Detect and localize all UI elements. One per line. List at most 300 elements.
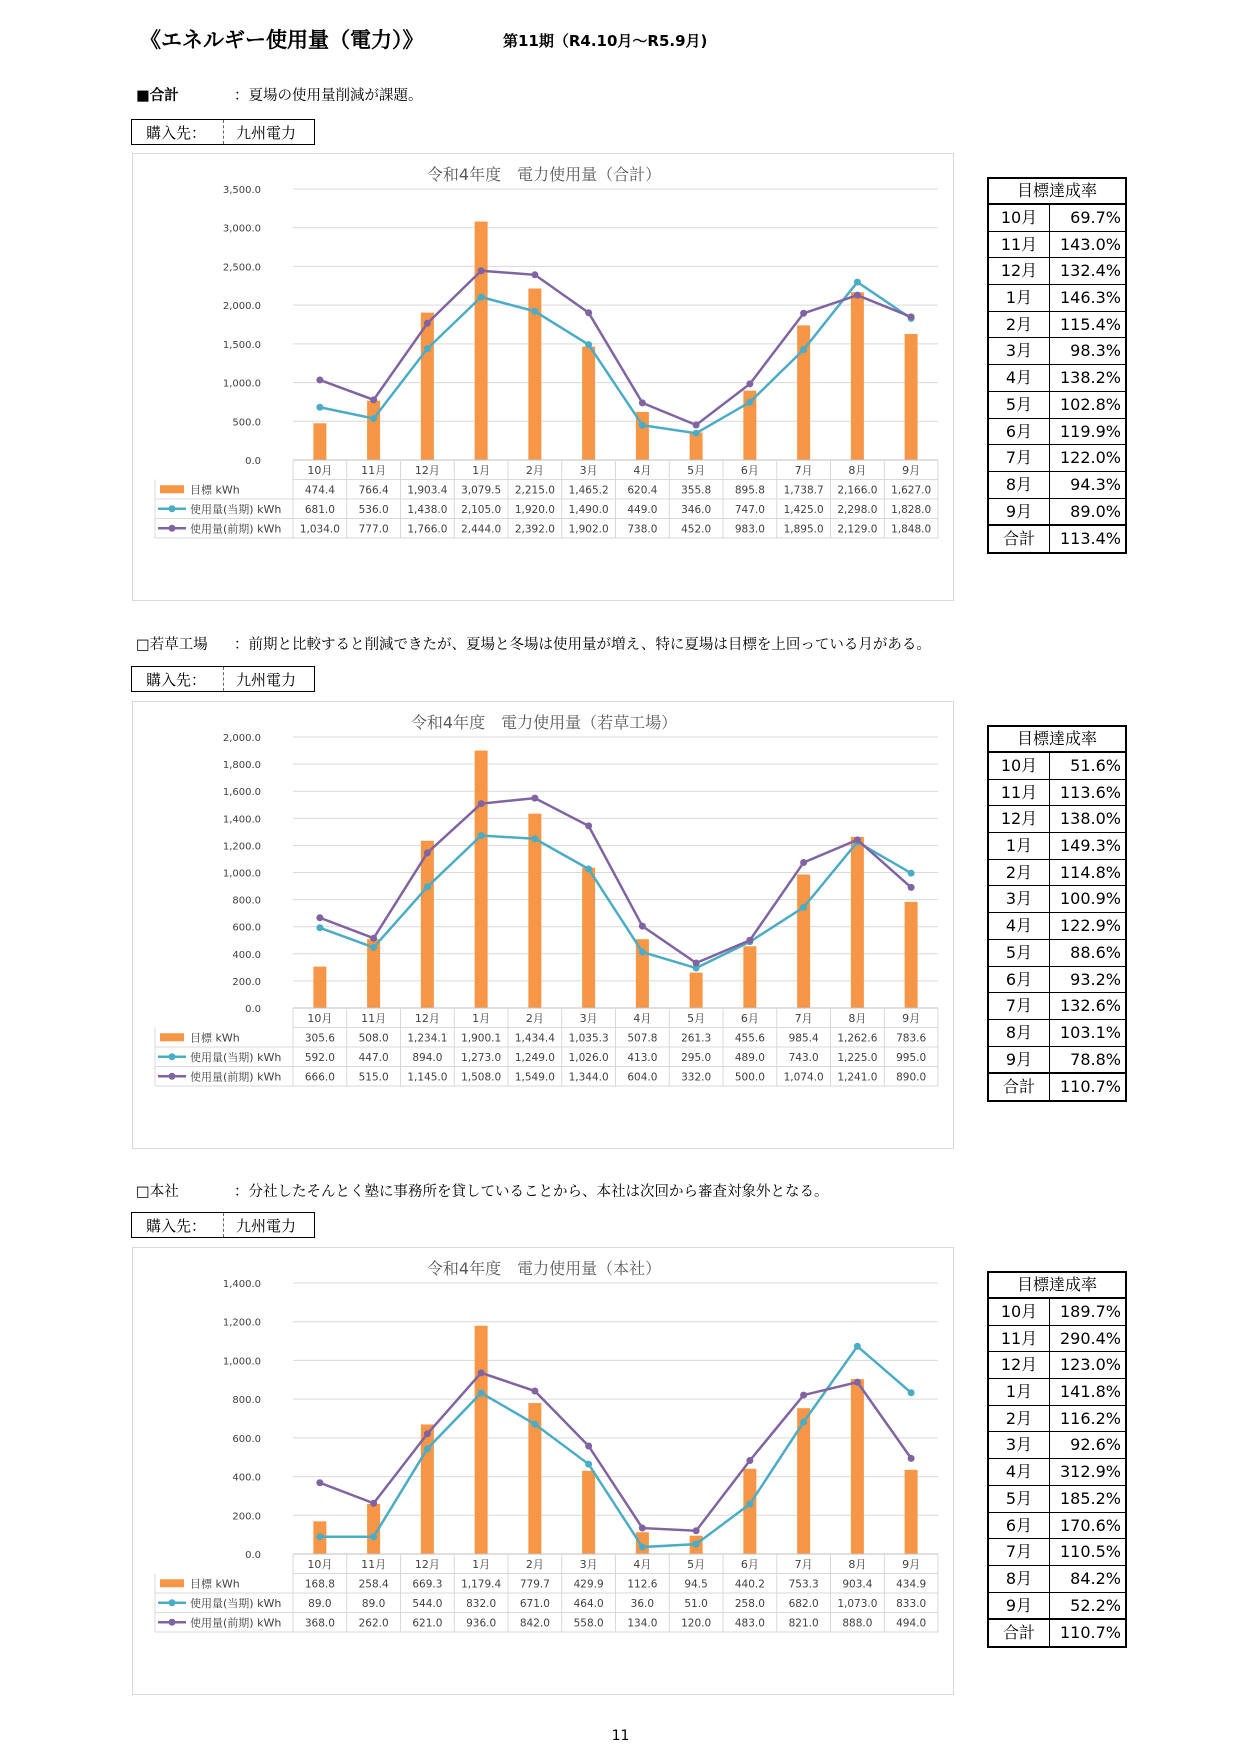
table-value: 261.3 bbox=[681, 1032, 712, 1045]
point-current bbox=[693, 1541, 700, 1548]
point-current bbox=[693, 430, 700, 437]
table-value: 489.0 bbox=[734, 1051, 765, 1064]
rate-row bbox=[989, 1299, 1125, 1326]
point-previous bbox=[316, 376, 323, 383]
x-category-label: 5月 bbox=[687, 464, 706, 477]
table-value: 452.0 bbox=[681, 523, 712, 536]
table-value: 258.0 bbox=[734, 1597, 765, 1610]
rate-value: 141.8% bbox=[1059, 1382, 1121, 1402]
rate-month: 2月 bbox=[989, 860, 1050, 886]
rate-row bbox=[989, 1566, 1125, 1593]
rate-row bbox=[989, 1020, 1125, 1047]
x-category-label: 10月 bbox=[307, 1012, 333, 1025]
rate-month: 1月 bbox=[989, 1379, 1050, 1405]
y-tick-label: 3,500.0 bbox=[222, 185, 261, 196]
table-value: 494.0 bbox=[896, 1617, 927, 1630]
bar-target bbox=[743, 1469, 756, 1554]
rate-header: 目標達成率 bbox=[989, 179, 1125, 205]
rate-row bbox=[989, 993, 1125, 1020]
y-tick-label: 800.0 bbox=[232, 1395, 261, 1407]
rate-value: 116.2% bbox=[1059, 1408, 1121, 1428]
bar-target bbox=[582, 347, 595, 460]
point-current bbox=[908, 1389, 915, 1396]
point-previous bbox=[854, 1379, 861, 1386]
supplier-value: 九州電力 bbox=[236, 1217, 297, 1235]
rate-month: 8月 bbox=[989, 1020, 1050, 1046]
point-previous bbox=[370, 1500, 377, 1507]
table-value: 134.0 bbox=[627, 1617, 658, 1630]
x-category-label: 6月 bbox=[740, 1012, 759, 1025]
x-category-label: 2月 bbox=[525, 1558, 544, 1571]
table-value: 346.0 bbox=[681, 503, 712, 516]
table-value: 449.0 bbox=[627, 503, 658, 516]
x-category-label: 11月 bbox=[361, 464, 387, 477]
rate-table bbox=[987, 177, 1127, 554]
rate-row bbox=[989, 1379, 1125, 1406]
period-label: 第11期（R4.10月～R5.9月) bbox=[503, 32, 708, 50]
table-value: 455.6 bbox=[734, 1032, 765, 1045]
bar-target bbox=[313, 967, 326, 1008]
rate-month: 10月 bbox=[989, 753, 1050, 779]
x-category-label: 1月 bbox=[472, 464, 491, 477]
bar-target bbox=[905, 334, 918, 460]
rate-value: 103.1% bbox=[1059, 1022, 1121, 1042]
point-previous bbox=[639, 923, 646, 930]
table-value: 295.0 bbox=[681, 1051, 712, 1064]
point-current bbox=[316, 404, 323, 411]
y-tick-label: 500.0 bbox=[232, 417, 261, 429]
legend-key-marker bbox=[169, 505, 176, 512]
x-category-label: 5月 bbox=[687, 1558, 706, 1571]
table-value: 500.0 bbox=[734, 1071, 765, 1084]
rate-row bbox=[989, 392, 1125, 419]
table-value: 429.9 bbox=[573, 1578, 604, 1591]
rate-row bbox=[989, 1593, 1125, 1620]
table-value: 620.4 bbox=[627, 484, 658, 497]
point-previous bbox=[693, 422, 700, 429]
bar-target bbox=[905, 1470, 918, 1554]
point-previous bbox=[746, 1457, 753, 1464]
rate-row bbox=[989, 338, 1125, 365]
table-value: 936.0 bbox=[466, 1617, 497, 1630]
y-tick-label: 600.0 bbox=[232, 922, 261, 934]
legend-label: 目標 kWh bbox=[190, 1577, 240, 1591]
rate-value: 52.2% bbox=[1070, 1595, 1121, 1615]
y-tick-label: 200.0 bbox=[232, 1511, 261, 1523]
table-value: 1,425.0 bbox=[783, 503, 824, 516]
y-tick-label: 1,400.0 bbox=[222, 1279, 261, 1290]
rate-row bbox=[989, 525, 1125, 552]
rate-month: 1月 bbox=[989, 833, 1050, 859]
table-value: 515.0 bbox=[358, 1071, 389, 1084]
rate-row bbox=[989, 1352, 1125, 1379]
supplier-box bbox=[131, 119, 315, 145]
table-value: 1,900.1 bbox=[461, 1032, 502, 1045]
table-value: 440.2 bbox=[734, 1578, 765, 1591]
rate-month: 5月 bbox=[989, 392, 1050, 418]
bar-target bbox=[475, 751, 488, 1008]
x-category-label: 9月 bbox=[902, 464, 921, 477]
chart-honsha bbox=[132, 1247, 954, 1695]
rate-value: 113.6% bbox=[1059, 782, 1121, 802]
rate-row bbox=[989, 445, 1125, 472]
table-value: 1,903.4 bbox=[407, 484, 448, 497]
table-value: 1,627.0 bbox=[891, 484, 932, 497]
rate-value: 102.8% bbox=[1059, 394, 1121, 414]
point-current bbox=[854, 279, 861, 286]
point-current bbox=[478, 832, 485, 839]
rate-value: 290.4% bbox=[1059, 1328, 1121, 1348]
legend-key-target bbox=[160, 1033, 184, 1041]
rate-value: 138.2% bbox=[1059, 368, 1121, 388]
table-value: 842.0 bbox=[519, 1617, 550, 1630]
x-category-label: 8月 bbox=[848, 464, 867, 477]
table-value: 1,074.0 bbox=[783, 1071, 824, 1084]
section-comment: ：前期と比較すると削減できたが、夏場と冬場は使用量が増え、特に夏場は目標を上回っている月がある。 bbox=[234, 637, 931, 653]
point-current bbox=[585, 1461, 592, 1468]
table-value: 833.0 bbox=[896, 1597, 927, 1610]
table-value: 682.0 bbox=[788, 1597, 819, 1610]
table-value: 1,434.4 bbox=[514, 1032, 555, 1045]
bar-target bbox=[851, 292, 864, 460]
rate-value: 122.0% bbox=[1059, 448, 1121, 468]
x-category-label: 10月 bbox=[307, 1558, 333, 1571]
table-value: 2,105.0 bbox=[461, 503, 502, 516]
point-previous bbox=[908, 313, 915, 320]
table-value: 355.8 bbox=[681, 484, 712, 497]
point-current bbox=[854, 1343, 861, 1350]
table-value: 666.0 bbox=[304, 1071, 335, 1084]
supplier-label: 購入先： bbox=[132, 667, 224, 691]
y-tick-label: 2,000.0 bbox=[222, 301, 261, 313]
table-value: 985.4 bbox=[788, 1032, 819, 1045]
x-category-label: 12月 bbox=[414, 1012, 440, 1025]
x-category-label: 1月 bbox=[472, 1558, 491, 1571]
table-value: 903.4 bbox=[842, 1578, 873, 1591]
table-value: 413.0 bbox=[627, 1051, 658, 1064]
point-previous bbox=[800, 1392, 807, 1399]
table-value: 112.6 bbox=[627, 1578, 658, 1591]
bar-target bbox=[367, 401, 380, 460]
legend-label: 使用量(当期) kWh bbox=[190, 1596, 282, 1610]
table-value: 305.6 bbox=[304, 1032, 335, 1045]
table-value: 1,262.6 bbox=[837, 1032, 878, 1045]
rate-row bbox=[989, 780, 1125, 807]
x-category-label: 5月 bbox=[687, 1012, 706, 1025]
rate-row bbox=[989, 940, 1125, 967]
y-tick-label: 2,000.0 bbox=[222, 733, 261, 744]
point-current bbox=[316, 1533, 323, 1540]
line-current bbox=[320, 1346, 911, 1547]
table-value: 777.0 bbox=[358, 523, 389, 536]
rate-value: 123.0% bbox=[1059, 1355, 1121, 1375]
point-current bbox=[424, 883, 431, 890]
bar-target bbox=[690, 973, 703, 1008]
rate-month: 11月 bbox=[989, 1326, 1050, 1352]
rate-value: 149.3% bbox=[1059, 836, 1121, 856]
rate-month: 12月 bbox=[989, 1352, 1050, 1378]
rate-month: 2月 bbox=[989, 312, 1050, 338]
point-previous bbox=[478, 1369, 485, 1376]
rate-value: 78.8% bbox=[1070, 1049, 1121, 1069]
point-previous bbox=[585, 822, 592, 829]
rate-value: 113.4% bbox=[1059, 529, 1121, 549]
supplier-label: 購入先： bbox=[132, 1213, 224, 1237]
table-value: 2,215.0 bbox=[514, 484, 555, 497]
point-current bbox=[908, 870, 915, 877]
point-previous bbox=[478, 800, 485, 807]
bar-target bbox=[743, 946, 756, 1008]
rate-month: 6月 bbox=[989, 967, 1050, 993]
line-previous bbox=[320, 271, 911, 425]
y-tick-label: 3,000.0 bbox=[222, 223, 261, 235]
rate-table bbox=[987, 1271, 1127, 1648]
y-tick-label: 1,200.0 bbox=[222, 841, 261, 853]
point-current bbox=[478, 294, 485, 301]
table-value: 1,438.0 bbox=[407, 503, 448, 516]
rate-row bbox=[989, 258, 1125, 285]
rate-row bbox=[989, 886, 1125, 913]
table-value: 434.9 bbox=[896, 1578, 927, 1591]
table-value: 1,225.0 bbox=[837, 1051, 878, 1064]
rate-row bbox=[989, 1432, 1125, 1459]
chart-total bbox=[132, 153, 954, 601]
legend-key-marker bbox=[169, 1053, 176, 1060]
bar-target bbox=[475, 222, 488, 460]
table-value: 783.6 bbox=[896, 1032, 927, 1045]
table-value: 1,145.0 bbox=[407, 1071, 448, 1084]
x-category-label: 4月 bbox=[633, 1558, 652, 1571]
chart-svg bbox=[133, 154, 955, 602]
point-previous bbox=[746, 380, 753, 387]
table-value: 168.8 bbox=[304, 1578, 335, 1591]
y-tick-label: 2,500.0 bbox=[222, 262, 261, 274]
rate-value: 189.7% bbox=[1059, 1302, 1121, 1321]
section-heading bbox=[136, 633, 931, 654]
rate-row bbox=[989, 285, 1125, 312]
table-value: 832.0 bbox=[466, 1597, 497, 1610]
y-tick-label: 0.0 bbox=[245, 456, 261, 467]
page-title: 《エネルギー使用量（電力）》 bbox=[140, 28, 424, 52]
rate-row bbox=[989, 1326, 1125, 1353]
rate-month: 11月 bbox=[989, 780, 1050, 806]
point-previous bbox=[908, 1455, 915, 1462]
table-value: 558.0 bbox=[573, 1617, 604, 1630]
point-previous bbox=[585, 1442, 592, 1449]
x-category-label: 2月 bbox=[525, 464, 544, 477]
table-value: 447.0 bbox=[358, 1051, 389, 1064]
point-current bbox=[370, 1533, 377, 1540]
section-heading bbox=[136, 84, 423, 105]
table-value: 1,549.0 bbox=[514, 1071, 555, 1084]
rate-row bbox=[989, 913, 1125, 940]
table-value: 2,444.0 bbox=[461, 523, 502, 536]
table-value: 1,508.0 bbox=[461, 1071, 502, 1084]
bar-target bbox=[636, 1532, 649, 1554]
point-previous bbox=[908, 884, 915, 891]
point-previous bbox=[854, 292, 861, 299]
point-previous bbox=[370, 396, 377, 403]
rate-table bbox=[987, 725, 1127, 1102]
bar-target bbox=[851, 1379, 864, 1554]
rate-value: 94.3% bbox=[1070, 474, 1121, 494]
rate-value: 69.7% bbox=[1070, 208, 1121, 227]
rate-value: 89.0% bbox=[1070, 501, 1121, 521]
table-value: 368.0 bbox=[304, 1617, 335, 1630]
x-category-label: 3月 bbox=[579, 1012, 598, 1025]
x-category-label: 6月 bbox=[740, 1558, 759, 1571]
y-tick-label: 1,400.0 bbox=[222, 814, 261, 826]
x-category-label: 8月 bbox=[848, 1558, 867, 1571]
section-title: ■合計 bbox=[136, 88, 179, 104]
table-value: 743.0 bbox=[788, 1051, 819, 1064]
x-category-label: 6月 bbox=[740, 464, 759, 477]
rate-row bbox=[989, 472, 1125, 499]
table-value: 508.0 bbox=[358, 1032, 389, 1045]
point-previous bbox=[854, 836, 861, 843]
y-tick-label: 0.0 bbox=[245, 1550, 261, 1561]
rate-row bbox=[989, 1073, 1125, 1100]
rate-value: 138.0% bbox=[1059, 809, 1121, 829]
rate-row bbox=[989, 753, 1125, 780]
x-category-label: 12月 bbox=[414, 1558, 440, 1571]
rate-value: 132.6% bbox=[1059, 996, 1121, 1016]
x-category-label: 8月 bbox=[848, 1012, 867, 1025]
table-value: 3,079.5 bbox=[461, 484, 502, 497]
rate-row bbox=[989, 1539, 1125, 1566]
legend-label: 使用量(前期) kWh bbox=[190, 1070, 282, 1084]
table-value: 671.0 bbox=[519, 1597, 550, 1610]
rate-month: 2月 bbox=[989, 1406, 1050, 1432]
table-value: 890.0 bbox=[896, 1071, 927, 1084]
table-value: 592.0 bbox=[304, 1051, 335, 1064]
rate-value: 84.2% bbox=[1070, 1568, 1121, 1588]
rate-value: 132.4% bbox=[1059, 261, 1121, 281]
rate-month: 1月 bbox=[989, 285, 1050, 311]
table-value: 1,902.0 bbox=[568, 523, 609, 536]
y-tick-label: 0.0 bbox=[245, 1004, 261, 1015]
chart-wakakusa bbox=[132, 701, 954, 1149]
table-value: 464.0 bbox=[573, 1597, 604, 1610]
rate-month: 3月 bbox=[989, 886, 1050, 912]
table-value: 1,234.1 bbox=[407, 1032, 448, 1045]
x-category-label: 11月 bbox=[361, 1558, 387, 1571]
x-category-label: 4月 bbox=[633, 464, 652, 477]
table-value: 1,179.4 bbox=[461, 1578, 502, 1591]
table-value: 1,249.0 bbox=[514, 1051, 555, 1064]
page-number: 11 bbox=[611, 1728, 630, 1744]
table-value: 604.0 bbox=[627, 1071, 658, 1084]
x-category-label: 1月 bbox=[472, 1012, 491, 1025]
point-current bbox=[370, 944, 377, 951]
rate-month: 7月 bbox=[989, 1539, 1050, 1565]
y-tick-label: 1,200.0 bbox=[222, 1317, 261, 1329]
x-category-label: 10月 bbox=[307, 464, 333, 477]
point-previous bbox=[746, 937, 753, 944]
table-value: 888.0 bbox=[842, 1617, 873, 1630]
y-tick-label: 600.0 bbox=[232, 1433, 261, 1445]
rate-row bbox=[989, 499, 1125, 526]
point-current bbox=[800, 904, 807, 911]
rate-value: 114.8% bbox=[1059, 862, 1121, 882]
rate-month: 5月 bbox=[989, 940, 1050, 966]
point-current bbox=[424, 1445, 431, 1452]
x-category-label: 11月 bbox=[361, 1012, 387, 1025]
rate-month: 3月 bbox=[989, 1432, 1050, 1458]
rate-row bbox=[989, 1047, 1125, 1074]
rate-value: 93.2% bbox=[1070, 969, 1121, 989]
rate-row bbox=[989, 312, 1125, 339]
point-previous bbox=[639, 399, 646, 406]
y-tick-label: 400.0 bbox=[232, 949, 261, 961]
section-comment: ：分社したそんとく塾に事務所を貸していることから、本社は次回から審査対象外となる。 bbox=[234, 1184, 829, 1200]
rate-value: 98.3% bbox=[1070, 341, 1121, 361]
rate-value: 110.7% bbox=[1059, 1077, 1121, 1097]
point-previous bbox=[531, 271, 538, 278]
y-tick-label: 1,800.0 bbox=[222, 760, 261, 772]
table-value: 262.0 bbox=[358, 1617, 389, 1630]
table-value: 89.0 bbox=[361, 1597, 386, 1610]
table-value: 1,273.0 bbox=[461, 1051, 502, 1064]
chart-title: 令和4年度 電力使用量（本社） bbox=[426, 1259, 662, 1278]
point-previous bbox=[424, 320, 431, 327]
rate-month: 5月 bbox=[989, 1486, 1050, 1512]
table-value: 821.0 bbox=[788, 1617, 819, 1630]
rate-value: 88.6% bbox=[1070, 942, 1121, 962]
table-value: 2,392.0 bbox=[514, 523, 555, 536]
x-category-label: 9月 bbox=[902, 1558, 921, 1571]
table-value: 258.4 bbox=[358, 1578, 389, 1591]
y-tick-label: 1,600.0 bbox=[222, 787, 261, 799]
section-heading bbox=[136, 1180, 829, 1201]
table-value: 1,034.0 bbox=[299, 523, 340, 536]
x-category-label: 7月 bbox=[794, 1558, 813, 1571]
table-value: 894.0 bbox=[412, 1051, 443, 1064]
rate-month: 4月 bbox=[989, 913, 1050, 939]
rate-month: 合計 bbox=[989, 526, 1050, 552]
bar-target bbox=[421, 841, 434, 1008]
point-current bbox=[639, 422, 646, 429]
legend-label: 使用量(当期) kWh bbox=[190, 1050, 282, 1064]
chart-title: 令和4年度 電力使用量（若草工場） bbox=[410, 713, 678, 732]
legend-label: 目標 kWh bbox=[190, 483, 240, 497]
rate-row bbox=[989, 232, 1125, 259]
table-value: 2,129.0 bbox=[837, 523, 878, 536]
table-value: 1,241.0 bbox=[837, 1071, 878, 1084]
point-previous bbox=[316, 1479, 323, 1486]
rate-month: 10月 bbox=[989, 205, 1050, 231]
table-value: 544.0 bbox=[412, 1597, 443, 1610]
table-value: 983.0 bbox=[734, 523, 765, 536]
chart-title: 令和4年度 電力使用量（合計） bbox=[426, 165, 662, 184]
point-current bbox=[639, 1544, 646, 1551]
bar-target bbox=[475, 1326, 488, 1554]
legend-label: 使用量(前期) kWh bbox=[190, 1616, 282, 1630]
rate-month: 8月 bbox=[989, 1566, 1050, 1592]
point-previous bbox=[800, 859, 807, 866]
rate-header: 目標達成率 bbox=[989, 1273, 1125, 1299]
table-value: 995.0 bbox=[896, 1051, 927, 1064]
rate-month: 6月 bbox=[989, 419, 1050, 445]
section-title: □本社 bbox=[136, 1184, 179, 1200]
bar-target bbox=[421, 313, 434, 460]
table-value: 681.0 bbox=[304, 503, 335, 516]
rate-row bbox=[989, 967, 1125, 994]
legend-key-marker bbox=[169, 1073, 176, 1080]
bar-target bbox=[582, 1471, 595, 1554]
table-value: 753.3 bbox=[788, 1578, 819, 1591]
supplier-box bbox=[131, 666, 315, 692]
